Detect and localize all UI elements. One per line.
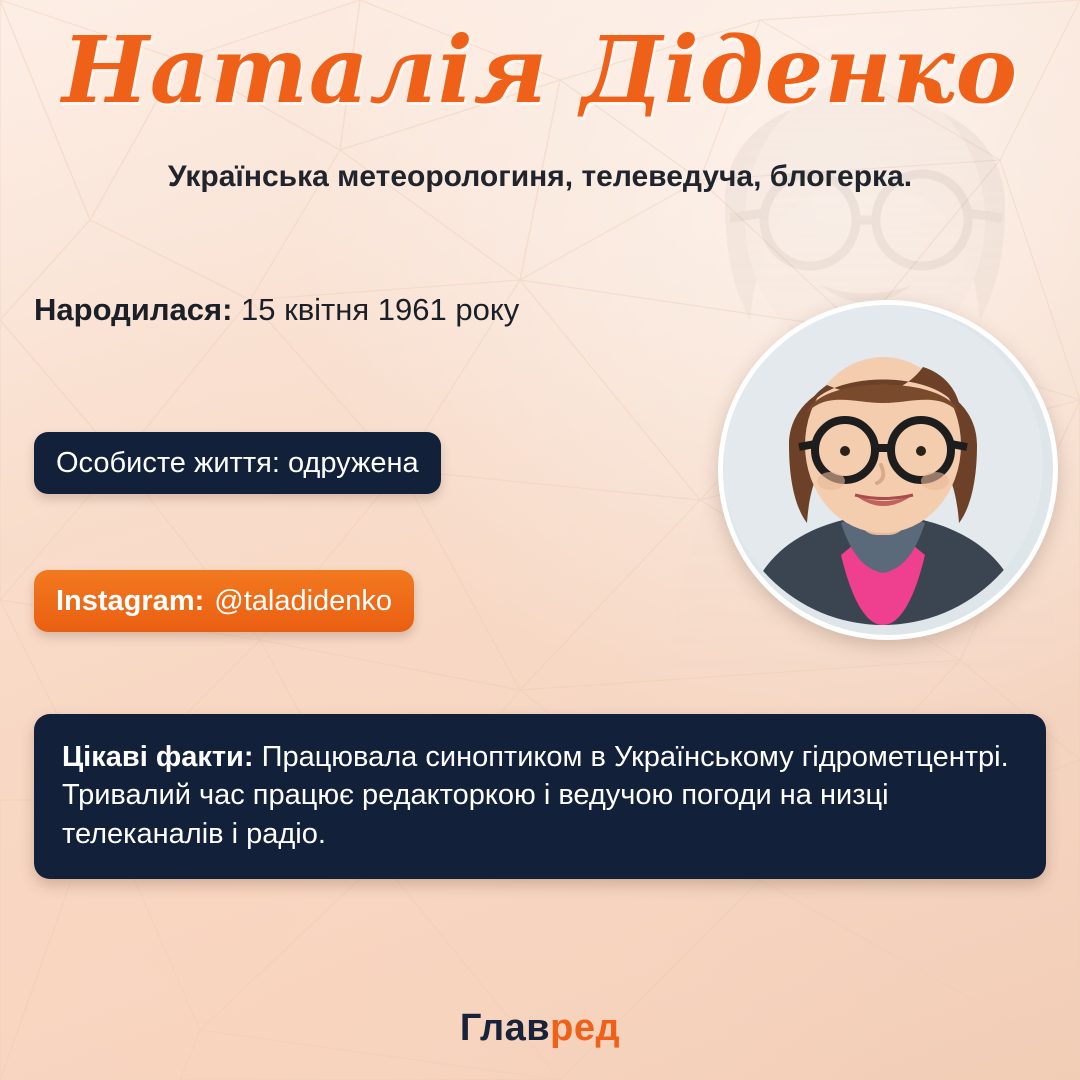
birth-date-line <box>34 292 519 328</box>
site-logo[interactable] <box>0 1007 1080 1050</box>
interesting-facts-text <box>62 738 1018 853</box>
logo-part-glav: Глав <box>459 1007 551 1049</box>
interesting-facts-box <box>34 714 1046 879</box>
birth-date-value: 15 квітня 1961 року <box>241 292 520 327</box>
instagram-label: Instagram: <box>56 584 205 617</box>
portrait-illustration <box>723 305 1043 625</box>
page-title: Наталія Діденко <box>62 16 1018 124</box>
logo-part-red: ред <box>550 1007 621 1049</box>
interesting-facts-body: Працювала синоптиком в Українському гідрометцентрі. Тривалий час працює редакторкою і ведучою погоди на низці телеканалів і радіо. <box>62 741 1009 850</box>
subtitle: Українська метеорологиня, телеведуча, блогерка. <box>167 160 913 193</box>
portrait-photo <box>718 300 1058 640</box>
personal-life-badge <box>34 432 441 494</box>
instagram-badge[interactable] <box>34 570 414 632</box>
personal-life-text: Особисте життя: одружена <box>56 446 419 479</box>
instagram-handle[interactable]: @taladidenko <box>214 584 393 617</box>
interesting-facts-label: Цікаві факти: <box>62 741 254 773</box>
birth-date-label: Народилася: <box>34 292 233 327</box>
